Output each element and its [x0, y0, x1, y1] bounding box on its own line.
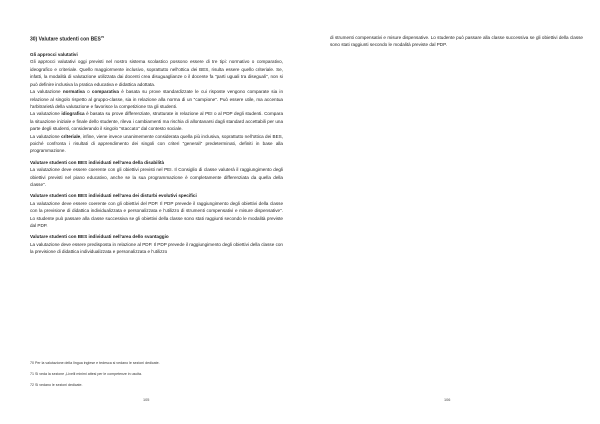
left-page-text: [30, 34, 283, 256]
page-number-left: 105: [143, 398, 150, 402]
right-page: [300, 0, 600, 424]
footnote-72: 72 Si vedano le sezioni dedicate.: [30, 383, 83, 387]
page-number-right: 106: [444, 398, 451, 402]
p2-bold-1: normativa: [62, 89, 85, 95]
heading-disabilita: Valutare studenti con BES individuati nell'area della disabilità: [30, 159, 165, 165]
p2-post: è basata su prove standardizzate le cui risposte vengono comparate sia in relazione al singolo rispetto al gruppo-classe, sia in relazione alla norma di un "campione". Può essere utile, ma accentua l'arbitrarietà della valutazione e favorisce la competizione tra gli studenti.: [30, 89, 283, 109]
p3-bold: idiografica: [61, 111, 85, 117]
heading-svantaggio: Valutare studenti con BES individuati nell'area dello svantaggio: [30, 234, 169, 240]
p2-pre: La valutazione: [30, 89, 63, 95]
title-footnote-ref: 70: [100, 35, 105, 39]
footnote-70: 70 Per la valutazione della lingua inglese e tedesca si vedano le sezioni dedicate.: [30, 361, 160, 365]
heading-approcci: Gli approcci valutativi: [30, 52, 78, 58]
right-page-text: [330, 34, 583, 49]
paragraph-6: La valutazione deve essere coerente con gli obiettivi del PDP. Il PDP prevede il raggiungimento degli obiettivi della classe con la previsione di didattica individualizzata e personalizzata e l'utilizzo di strumenti compensativi e misure dispensative". Lo studente può passare alla classe successiva se gli obiettivi della classe sono stati raggiunti secondo le modalità previste dal PDP.: [30, 200, 283, 228]
p2-bold-2: comparativa: [91, 89, 119, 95]
p2-mid: o: [84, 89, 92, 95]
p3-pre: La valutazione: [30, 111, 62, 117]
heading-disturbi: Valutare studenti con BES individuati nell'area dei disturbi evolutivi specifici: [30, 193, 197, 199]
paragraph-3: [30, 110, 283, 132]
p4-post: , infine, viene invece unanimemente considerata quella più inclusiva, soprattutto nell'ottica dei BES, poiché confronta i risultati di apprendimento dei singoli con criteri "generali" predeterminati, definiti in base alla programmazione.: [30, 133, 283, 154]
paragraph-4: [30, 133, 283, 155]
footnote-71: 71 Si veda la sezione „Livelli minimi attesi per le competenze in uscita.: [30, 372, 143, 376]
p4-pre: La valutazione: [30, 133, 62, 139]
p4-bold: criteriale: [61, 133, 81, 139]
section-title: [30, 34, 283, 44]
paragraph-1: Gli approcci valutativi oggi previsti nel nostro sistema scolastico possono essere di tre tipi: normativo o comparativo, ideografico e criteriale. Quello maggiormente inclusivo, soprattutto nell'ottica dei BES, risulta essere quello criteriale. Se, infatti, la modalità di valutazione utilizzata dai docenti crea disuguaglianze o il docente fa "parti uguali tra diseguali", non si può definire inclusiva la pratica educativa e didattica adottata.: [30, 59, 283, 87]
p3-post: è basata su prove differenziate, strutturate in relazione al PEI o al PDP degli studenti. Compara la situazione iniziale e finale dello studente, rileva i cambiamenti ma rischia di allontanarsi dagli standard accettabili per una parte degli studenti, considerando il singolo "staccato" dal contesto sociale.: [30, 111, 283, 132]
paragraph-7: La valutazione deve essere predisposta in relazione al PDP. Il PDP prevede il raggiungimento degli obiettivi della classe con la previsione di didattica individualizzata e personalizzata e l'utilizzo: [30, 241, 283, 255]
paragraph-2: [30, 88, 283, 110]
section-title-text: 30) Valutare studenti con BES: [30, 36, 101, 43]
continued-paragraph: di strumenti compensativi e misure dispensative. Lo studente può passare alla classe successiva se gli obiettivi della classe sono stati raggiunti secondo le modalità previste dal PDP.: [330, 35, 583, 48]
paragraph-5: La valutazione deve essere coerente con gli obiettivi previsti nel PEI. Il Consiglio di classe valuterà il raggiungimento degli obiettivi previsti nel piano educativo, anche se la sua programmazione è completamente differenziata da quella della classe".: [30, 167, 283, 187]
